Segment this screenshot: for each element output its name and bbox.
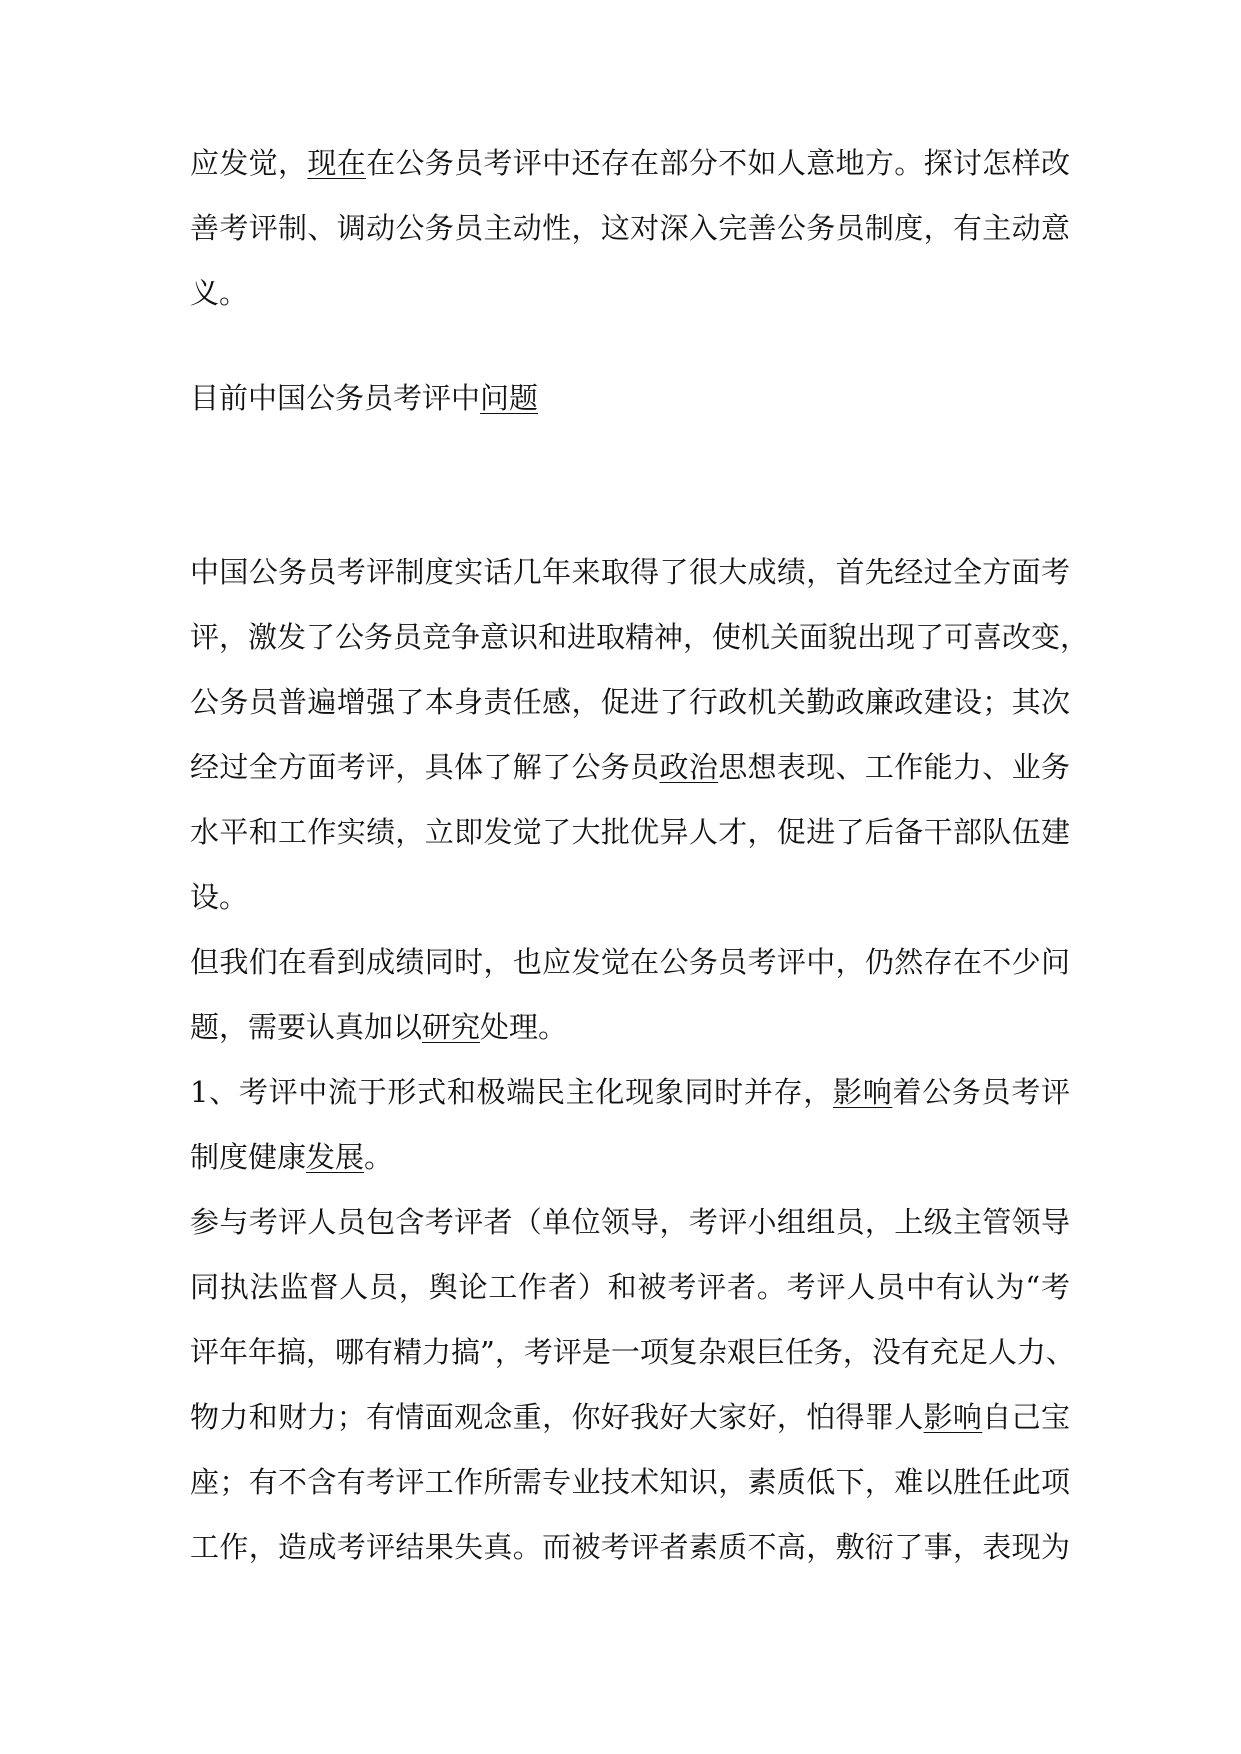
- text-line: 公务员普遍增强了本身责任感，促进了行政机关勤政廉政建设；其次: [190, 685, 1070, 719]
- text-line: [190, 1125, 1070, 1190]
- text-run: 题，需要认真加以: [190, 1010, 423, 1044]
- text-line: 座；有不含有考评工作所需专业技术知识，素质低下，难以胜任此项: [190, 1465, 1070, 1499]
- text-line: [190, 1385, 1070, 1450]
- text-run: 处理。: [480, 1010, 568, 1044]
- paragraph-achievements: [190, 540, 1090, 930]
- underlined-term: 影响: [923, 1400, 983, 1434]
- paragraph-problems: [190, 930, 1070, 1060]
- text-line: 中国公务员考评制度实话几年来取得了很大成绩，首先经过全方面考: [190, 555, 1070, 589]
- underlined-term: 问题: [480, 381, 539, 415]
- underlined-term: 发展: [306, 1140, 365, 1174]
- text-run: 制度健康: [190, 1140, 307, 1174]
- text-line: [190, 735, 1070, 800]
- text-line: 但我们在看到成绩同时，也应发觉在公务员考评中，仍然存在不少问: [190, 945, 1070, 979]
- text-run: 自己宝: [982, 1400, 1070, 1434]
- text-line: [190, 1060, 1070, 1125]
- underlined-term: 现在: [307, 146, 367, 180]
- text-run: 经过全方面考评，具体了解了公务员: [190, 750, 660, 784]
- section-heading: [190, 366, 1070, 431]
- text-line: [190, 995, 1070, 1060]
- text-run: 应发觉，: [190, 146, 308, 180]
- text-line: 同执法监督人员，舆论工作者）和被考评者。考评人员中有认为“考: [190, 1270, 1070, 1304]
- underlined-term: 政治: [659, 750, 719, 784]
- text-line: 参与考评人员包含考评者（单位领导，考评小组组员，上级主管领导: [190, 1205, 1070, 1239]
- text-run: 思想表现、工作能力、业务: [718, 750, 1070, 784]
- text-line: 水平和工作实绩，立即发觉了大批优异人才，促进了后备干部队伍建: [190, 815, 1070, 849]
- text-run: 1、考评中流于形式和极端民主化现象同时并存，: [190, 1075, 834, 1109]
- list-item-1: [190, 1060, 1070, 1190]
- text-line: 设。: [190, 880, 249, 914]
- underlined-term: 影响: [833, 1075, 893, 1109]
- heading-text: 目前中国公务员考评中: [190, 381, 481, 415]
- text-run: 在公务员考评中还存在部分不如人意地方。探讨怎样改: [366, 146, 1070, 180]
- paragraph-participants: [190, 1190, 1075, 1580]
- underlined-term: 研究: [422, 1010, 481, 1044]
- text-line: 义。: [190, 276, 249, 310]
- text-line: 工作，造成考评结果失真。而被考评者素质不高，敷衍了事，表现为: [190, 1530, 1070, 1564]
- text-line: 善考评制、调动公务员主动性，这对深入完善公务员制度，有主动意: [190, 211, 1070, 245]
- text-run: 着公务员考评: [892, 1075, 1070, 1109]
- text-line: 评年年搞，哪有精力搞”，考评是一项复杂艰巨任务，没有充足人力、: [190, 1335, 1075, 1369]
- intro-paragraph: [190, 131, 1070, 326]
- heading-line: [190, 366, 1070, 431]
- text-run: 。: [364, 1140, 394, 1174]
- text-line: [190, 131, 1070, 196]
- text-run: 物力和财力；有情面观念重，你好我好大家好，怕得罪人: [190, 1400, 924, 1434]
- text-line: 评，激发了公务员竞争意识和进取精神，使机关面貌出现了可喜改变，: [190, 620, 1090, 654]
